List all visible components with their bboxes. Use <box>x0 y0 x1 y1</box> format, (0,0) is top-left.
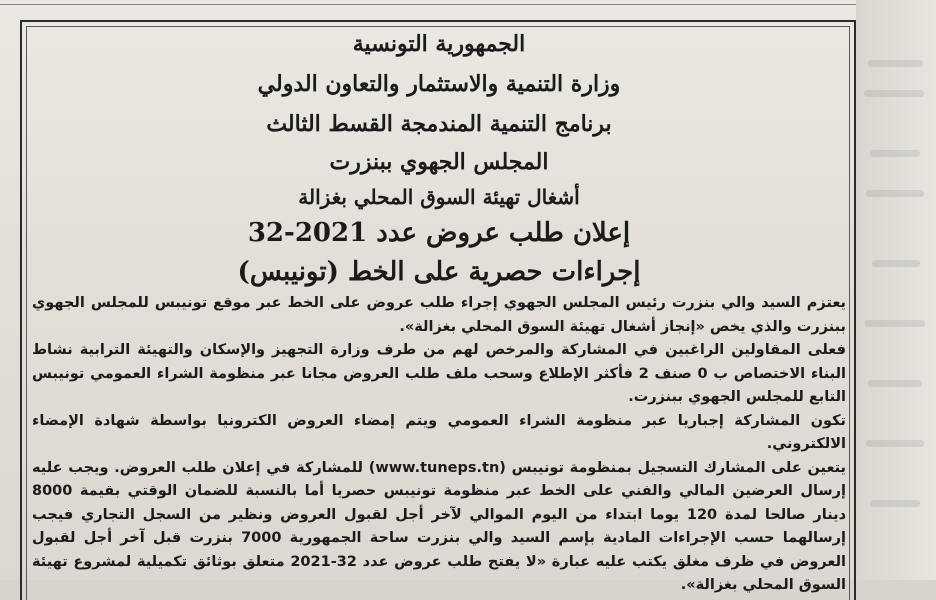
announcement-title: إعلان طلب عروض عدد 2021-32 <box>247 218 631 248</box>
adjacent-page-edge <box>856 0 936 580</box>
header-council: المجلس الجهوي ببنزرت <box>329 149 549 175</box>
body-paragraph-1: يعتزم السيد والي بنزرت رئيس المجلس الجهوي إجراء طلب عروض على الخط عبر موقع تونيبس للمجلس الجهوي ببنزرت والذي يخص «إنجاز أشغال تهيئة السوق المحلي بغزالة». <box>32 295 846 335</box>
header-republic: الجمهورية التونسية <box>352 31 526 57</box>
body-paragraph-4 <box>32 457 846 598</box>
header-program: برنامج التنمية المندمجة القسط الثالث <box>266 111 612 137</box>
body-paragraph-4-start: يتعين على المشارك التسجيل بمنظومة تونيبس ( <box>499 459 846 476</box>
header-project: أشغال تهيئة السوق المحلي بغزالة <box>298 185 580 209</box>
tuneps-url: www.tuneps.tn <box>375 459 500 476</box>
announcement-body <box>30 292 848 598</box>
header-ministry: وزارة التنمية والاستثمار والتعاون الدولي <box>257 71 621 97</box>
page-top-rule <box>0 4 900 5</box>
body-paragraph-3: تكون المشاركة إجباريا عبر منظومة الشراء العمومي ويتم إمضاء العروض الكترونيا بواسطة شهادة الإمضاء الالكتروني. <box>32 412 846 452</box>
procedure-title: إجراءات حصرية على الخط (تونيبس) <box>237 257 641 287</box>
body-paragraph-4-end: ) للمشاركة في إعلان طلب العروض. ويجب عليه إرسال العرضين المالي والفني على الخط عبر منظومة تونيبس حصريا أما بالنسبة للضمان الوقتي بقيمة 8000 دينار صالحا لمدة 120 يوما ابتداء من اليوم الموالي لآخر أجل لقبول العروض ونظير من السجل التجاري فيجب إرسالهما حسب الإجراءات المادية بإسم السيد والي بنزرت ساحة الجمهورية 7000 بنزرت قبل آخر أجل لقبول العروض في ظرف مغلق يكتب عليه عبارة «لا يفتح طلب عروض عدد 32-2021 متعلق بوثائق تكميلية لمشروع تهيئة السوق المحلي بغزالة». <box>32 459 847 593</box>
body-paragraph-2: فعلى المقاولين الراغبين في المشاركة والمرخص لهم من طرف وزارة التجهيز والإسكان والتهيئة الترابية نشاط البناء الاختصاص ب 0 صنف 2 فأكثر الإطلاع وسحب ملف طلب العروض مجانا عبر منظومة الشراء العمومي تونيبس التابع للمجلس الجهوي ببنزرت. <box>32 342 847 405</box>
announcement-content <box>30 24 848 598</box>
